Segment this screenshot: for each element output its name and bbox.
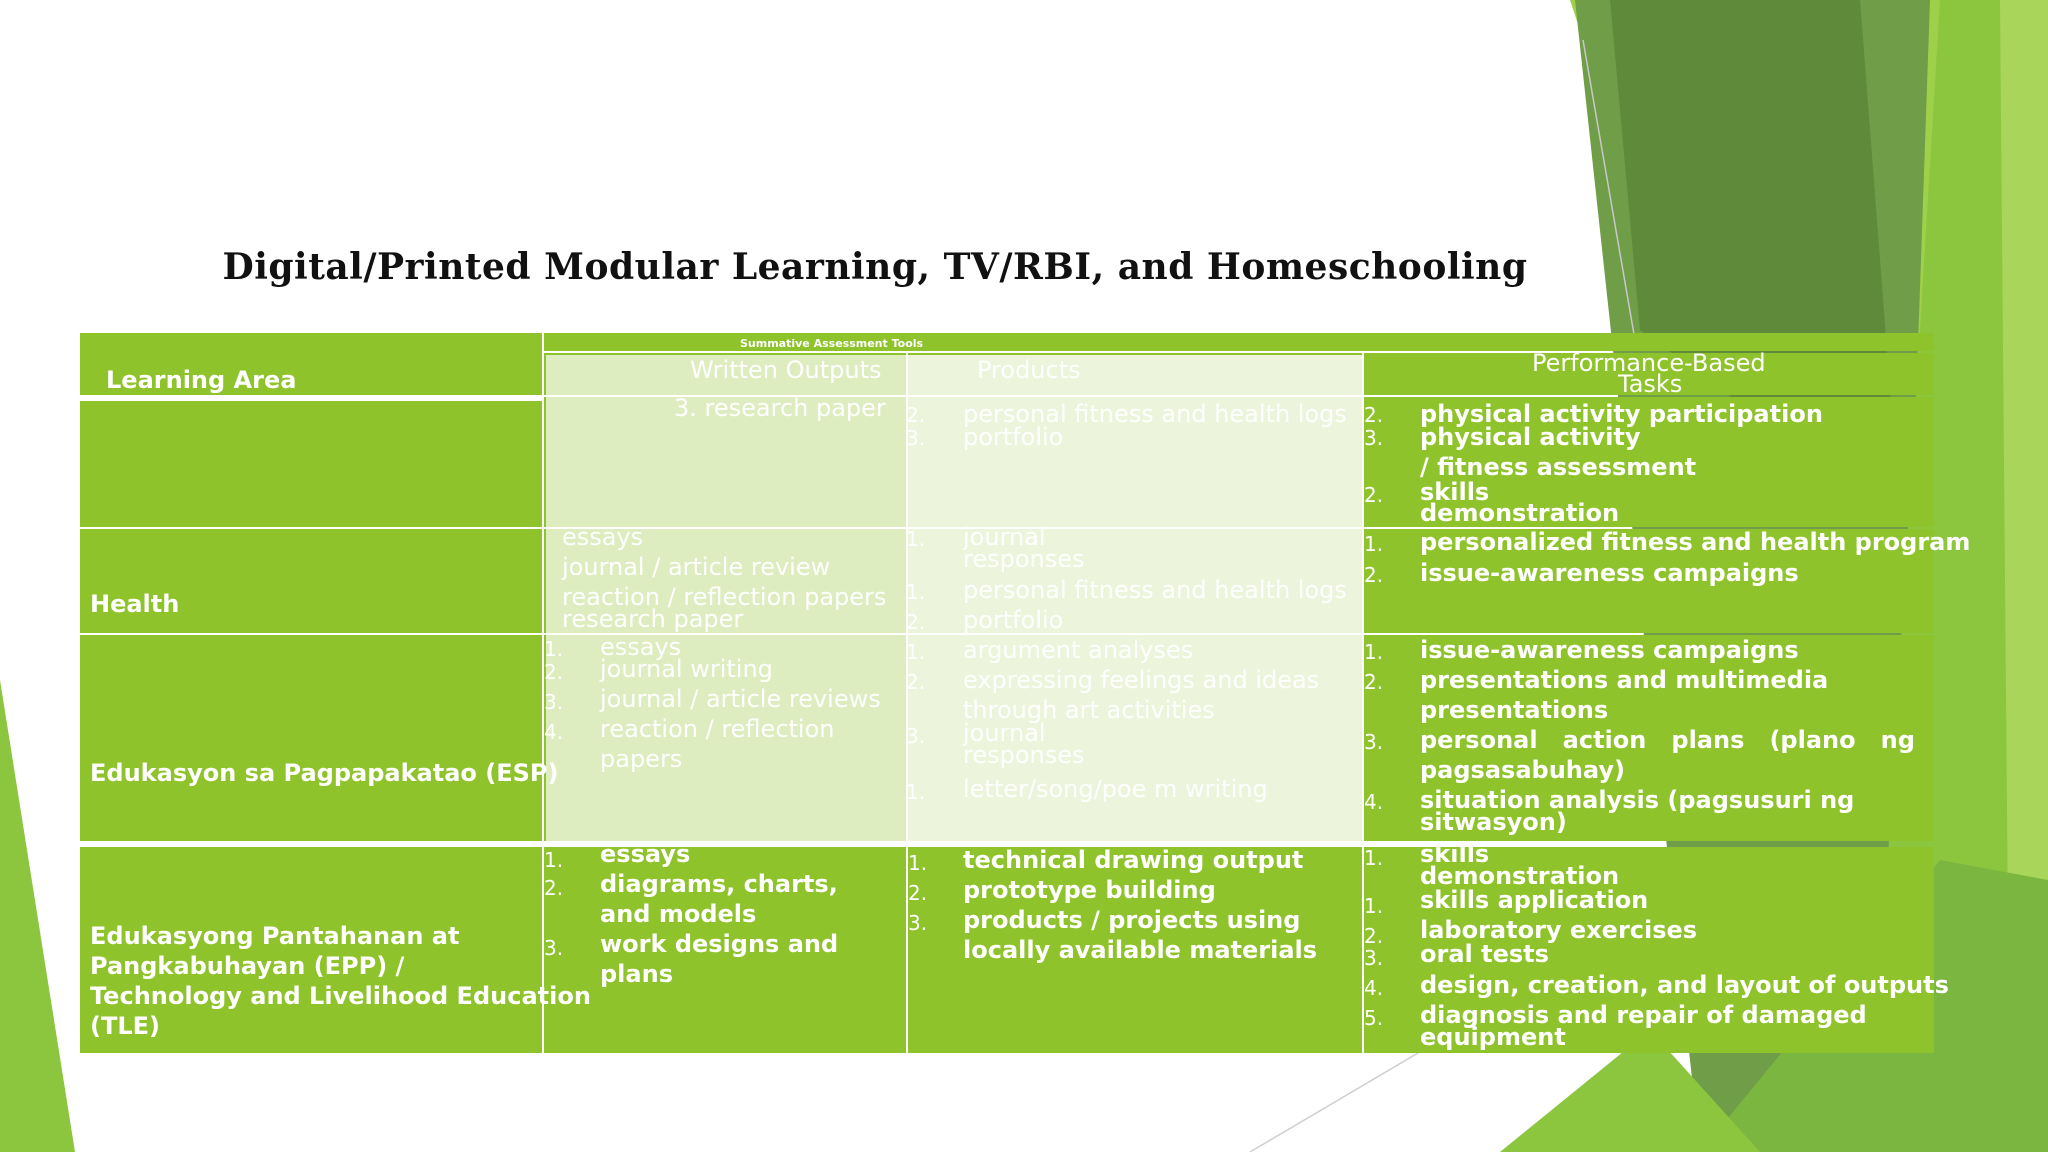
- epp-perf-num: 1.: [1364, 894, 1384, 918]
- epp-area-label: Edukasyong Pantahanan at: [90, 922, 460, 950]
- epp-perf-num: 5.: [1364, 1006, 1384, 1030]
- epp-products-item: prototype building: [963, 876, 1216, 904]
- esp-products-item: journal: [963, 719, 1046, 747]
- esp-area-label: Edukasyon sa Pagpapakatao (ESP): [90, 759, 559, 787]
- esp-perf-num: 4.: [1364, 790, 1384, 814]
- row-esp-area-cell: [80, 635, 542, 841]
- health-perf-num: 2.: [1364, 563, 1384, 587]
- epp-written-item: plans: [600, 960, 673, 988]
- health-products-num: 1.: [906, 527, 926, 551]
- health-perf-item: personalized fitness and health program: [1420, 528, 1971, 556]
- pe-perf-item: physical activity: [1420, 423, 1641, 451]
- esp-perf-item: presentations: [1420, 696, 1609, 724]
- epp-products-item: locally available materials: [963, 936, 1318, 964]
- pe-perf-item: physical activity participation: [1420, 400, 1823, 428]
- esp-written-item: journal writing: [600, 655, 773, 683]
- esp-perf-num: 3.: [1364, 730, 1384, 754]
- pe-products-item: portfolio: [963, 423, 1064, 451]
- header-products: Products: [977, 356, 1081, 384]
- esp-perf-num: 1.: [1364, 640, 1384, 664]
- esp-perf-item: issue-awareness campaigns: [1420, 636, 1799, 664]
- epp-products-num: 3.: [908, 911, 928, 935]
- epp-area-label: Technology and Livelihood Education: [90, 982, 591, 1010]
- epp-area-label: (TLE): [90, 1012, 160, 1040]
- esp-perf-item: pagsasabuhay): [1420, 756, 1625, 784]
- epp-written-num: 1.: [544, 848, 564, 872]
- esp-products-item: through art activities: [963, 696, 1215, 724]
- esp-products-item: expressing feelings and ideas: [963, 666, 1320, 694]
- header-summative: Summative Assessment Tools: [740, 337, 924, 350]
- health-written-item: research paper: [562, 605, 744, 633]
- epp-written-num: 2.: [544, 876, 564, 900]
- esp-products-num: 3.: [906, 724, 926, 748]
- health-products-item: personal fitness and health logs: [963, 576, 1347, 604]
- esp-perf-item: situation analysis (pagsusuri ng: [1420, 786, 1855, 814]
- epp-products-num: 2.: [908, 881, 928, 905]
- epp-perf-item: skills application: [1420, 886, 1649, 914]
- header-perf-line2: Tasks: [1618, 370, 1683, 398]
- pe-perf-num: 2.: [1364, 483, 1384, 507]
- esp-written-item: essays: [600, 633, 682, 661]
- epp-written-item: diagrams, charts,: [600, 870, 838, 898]
- esp-written-num: 3.: [544, 690, 564, 714]
- health-written-item: journal / article review: [562, 553, 831, 581]
- esp-written-item: reaction / reflection: [600, 715, 835, 743]
- health-products-num: 2.: [906, 610, 926, 634]
- epp-products-num: 1.: [908, 851, 928, 875]
- header-perf-line1: Performance-Based: [1532, 349, 1766, 377]
- esp-perf-item: personal action plans (plano ng: [1420, 726, 1915, 754]
- epp-written-item: and models: [600, 900, 757, 928]
- epp-perf-item: diagnosis and repair of damaged: [1420, 1001, 1867, 1029]
- pe-written-item: 3. research paper: [674, 394, 886, 422]
- esp-products-num: 2.: [906, 670, 926, 694]
- epp-perf-num: 3.: [1364, 946, 1384, 970]
- health-written-item: reaction / reflection papers: [562, 583, 887, 611]
- pe-perf-item: demonstration: [1420, 499, 1620, 527]
- pe-products-num: 3.: [906, 426, 926, 450]
- epp-area-label: Pangkabuhayan (EPP) /: [90, 952, 405, 980]
- health-products-item: portfolio: [963, 606, 1064, 634]
- epp-perf-item: equipment: [1420, 1023, 1566, 1051]
- epp-written-item: essays: [600, 840, 691, 868]
- esp-perf-item: sitwasyon): [1420, 808, 1567, 836]
- epp-written-item: work designs and: [600, 930, 839, 958]
- esp-products-item: responses: [963, 741, 1085, 769]
- row-pe-area-cell: [80, 401, 542, 527]
- esp-written-item: papers: [600, 745, 683, 773]
- esp-products-item: letter/song/poe m writing: [963, 775, 1268, 803]
- esp-products-num: 1.: [906, 780, 926, 804]
- esp-perf-num: 2.: [1364, 670, 1384, 694]
- pe-perf-num: 2.: [1364, 403, 1384, 427]
- epp-perf-item: skills: [1420, 840, 1490, 868]
- esp-products-item: argument analyses: [963, 636, 1194, 664]
- page-title: Digital/Printed Modular Learning, TV/RBI, and Homeschooling: [222, 246, 1528, 288]
- epp-perf-item: design, creation, and layout of outputs: [1420, 971, 1949, 999]
- health-perf-num: 1.: [1364, 532, 1384, 556]
- esp-written-num: 1.: [544, 637, 564, 661]
- header-written: Written Outputs: [690, 356, 882, 384]
- header-learning-area: Learning Area: [106, 366, 297, 394]
- esp-written-num: 2.: [544, 660, 564, 684]
- health-products-num: 1.: [906, 580, 926, 604]
- pe-products-item: personal fitness and health logs: [963, 400, 1347, 428]
- esp-written-item: journal / article reviews: [600, 685, 881, 713]
- health-written-item: essays: [562, 523, 644, 551]
- esp-perf-item: presentations and multimedia: [1420, 666, 1829, 694]
- epp-perf-num: 4.: [1364, 976, 1384, 1000]
- epp-perf-item: laboratory exercises: [1420, 916, 1698, 944]
- health-products-item: journal: [963, 523, 1046, 551]
- pe-perf-item: skills: [1420, 478, 1490, 506]
- epp-perf-num: 1.: [1364, 846, 1384, 870]
- epp-products-item: technical drawing output: [963, 846, 1304, 874]
- esp-written-num: 4.: [544, 720, 564, 744]
- health-perf-item: issue-awareness campaigns: [1420, 559, 1799, 587]
- epp-perf-item: demonstration: [1420, 862, 1620, 890]
- esp-products-num: 1.: [906, 640, 926, 664]
- health-products-item: responses: [963, 545, 1085, 573]
- epp-perf-num: 2.: [1364, 924, 1384, 948]
- health-area-label: Health: [90, 590, 180, 618]
- pe-perf-item: / fitness assessment: [1420, 453, 1697, 481]
- pe-perf-num: 3.: [1364, 426, 1384, 450]
- epp-written-num: 3.: [544, 936, 564, 960]
- epp-perf-item: oral tests: [1420, 940, 1549, 968]
- pe-products-num: 2.: [906, 403, 926, 427]
- epp-products-item: products / projects using: [963, 906, 1301, 934]
